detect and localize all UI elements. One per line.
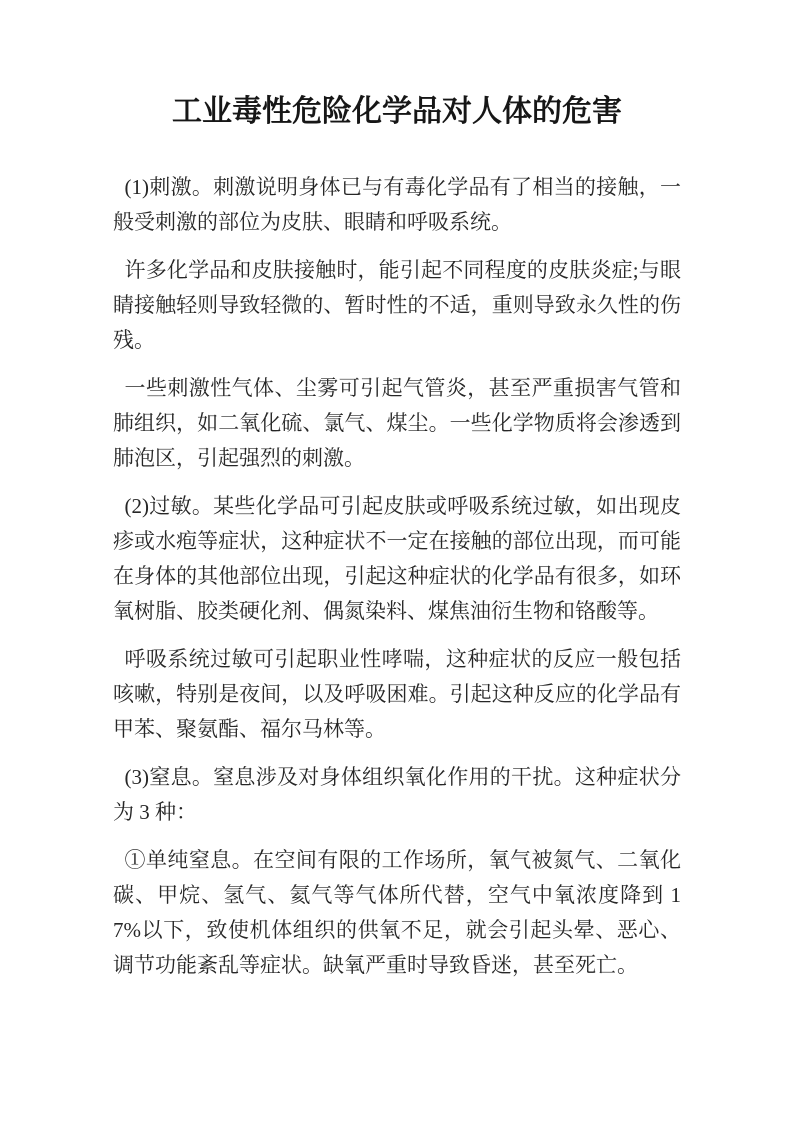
paragraph-allergy: (2)过敏。某些化学品可引起皮肤或呼吸系统过敏，如出现皮疹或水疱等症状，这种症状不一定在接触的部位出现，而可能在身体的其他部位出现，引起这种症状的化学品有很多，如环氧树脂、胶类硬化剂、偶氮染料、煤焦油衍生物和铬酸等。 (113, 494, 681, 623)
paragraph-simple-asphyxia: ①单纯窒息。在空间有限的工作场所，氧气被氮气、二氧化碳、甲烷、氢气、氦气等气体所代替，空气中氧浓度降到 17%以下，致使机体组织的供氧不足，就会引起头晕、恶心、调节功能紊乱等症状。缺氧严重时导致昏迷，甚至死亡。 (113, 848, 681, 977)
paragraph-skin-eye-contact: 许多化学品和皮肤接触时，能引起不同程度的皮肤炎症;与眼睛接触轻则导致轻微的、暂时性的不适，重则导致永久性的伤残。 (113, 258, 681, 352)
paragraph-irritant-gases: 一些刺激性气体、尘雾可引起气管炎，甚至严重损害气管和肺组织，如二氧化硫、氯气、煤尘。一些化学物质将会渗透到肺泡区，引起强烈的刺激。 (113, 376, 681, 470)
document-title: 工业毒性危险化学品对人体的危害 (172, 95, 622, 128)
paragraph-irritation: (1)刺激。刺激说明身体已与有毒化学品有了相当的接触，一般受刺激的部位为皮肤、眼睛和呼吸系统。 (113, 175, 681, 234)
paragraph-asphyxia: (3)窒息。窒息涉及对身体组织氧化作用的干扰。这种症状分为 3 种： (113, 765, 681, 824)
paragraph-respiratory-allergy: 呼吸系统过敏可引起职业性哮喘，这种症状的反应一般包括咳嗽，特别是夜间，以及呼吸困难。引起这种反应的化学品有甲苯、聚氨酯、福尔马林等。 (113, 647, 681, 741)
